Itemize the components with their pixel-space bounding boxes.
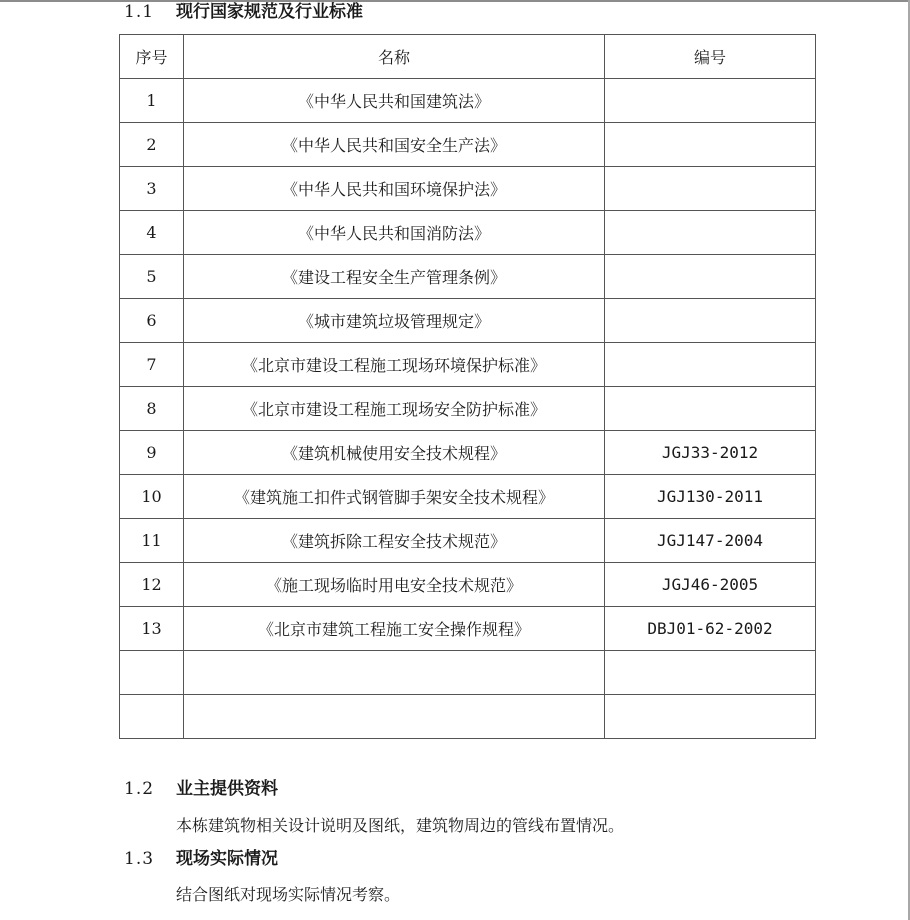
section-1-3-body: 结合图纸对现场实际情况考察。	[176, 885, 401, 904]
section-title: 现场实际情况	[176, 849, 278, 869]
cell-name: 《施工现场临时用电安全技术规范》	[184, 563, 605, 607]
cell-code	[605, 211, 816, 255]
cell-index: 5	[120, 255, 184, 299]
table-row	[120, 607, 816, 651]
cell-name: 《中华人民共和国环境保护法》	[184, 167, 605, 211]
table-row	[120, 431, 816, 475]
cell-code	[605, 651, 816, 695]
cell-index: 6	[120, 299, 184, 343]
table-row	[120, 563, 816, 607]
table-row	[120, 519, 816, 563]
cell-name: 《北京市建设工程施工现场环境保护标准》	[184, 343, 605, 387]
table-row	[120, 211, 816, 255]
cell-index: 7	[120, 343, 184, 387]
cell-name	[184, 695, 605, 739]
table-row	[120, 475, 816, 519]
standards-table	[119, 34, 816, 739]
cell-name: 《建筑机械使用安全技术规程》	[184, 431, 605, 475]
cell-name: 《中华人民共和国安全生产法》	[184, 123, 605, 167]
table-body	[120, 79, 816, 739]
header-name: 名称	[184, 35, 605, 79]
cell-index: 1	[120, 79, 184, 123]
table-row	[120, 167, 816, 211]
section-1-3-heading	[124, 848, 278, 870]
table-header-row	[120, 35, 816, 79]
header-index: 序号	[120, 35, 184, 79]
section-number: 1.3	[124, 849, 155, 869]
header-code: 编号	[605, 35, 816, 79]
cell-index: 13	[120, 607, 184, 651]
table-row	[120, 299, 816, 343]
section-1-2-heading	[124, 778, 278, 800]
cell-code	[605, 255, 816, 299]
table-row	[120, 387, 816, 431]
cell-code	[605, 123, 816, 167]
section-title: 业主提供资料	[176, 779, 278, 799]
section-1-2-body: 本栋建筑物相关设计说明及图纸，建筑物周边的管线布置情况。	[176, 816, 625, 835]
cell-code	[605, 343, 816, 387]
section-1-1-heading	[124, 1, 363, 23]
cell-index: 9	[120, 431, 184, 475]
cell-index: 12	[120, 563, 184, 607]
table-row	[120, 79, 816, 123]
cell-index	[120, 651, 184, 695]
cell-code	[605, 79, 816, 123]
section-title: 现行国家规范及行业标准	[176, 2, 363, 22]
cell-code	[605, 695, 816, 739]
section-number: 1.1	[124, 2, 155, 22]
cell-name: 《建筑施工扣件式钢管脚手架安全技术规程》	[184, 475, 605, 519]
cell-code: JGJ147-2004	[605, 519, 816, 563]
cell-index	[120, 695, 184, 739]
cell-index: 11	[120, 519, 184, 563]
cell-code	[605, 167, 816, 211]
cell-code	[605, 387, 816, 431]
table-row	[120, 123, 816, 167]
cell-name: 《建筑拆除工程安全技术规范》	[184, 519, 605, 563]
cell-name: 《城市建筑垃圾管理规定》	[184, 299, 605, 343]
cell-index: 10	[120, 475, 184, 519]
table-row	[120, 651, 816, 695]
cell-code: JGJ33-2012	[605, 431, 816, 475]
cell-index: 3	[120, 167, 184, 211]
section-number: 1.2	[124, 779, 155, 799]
cell-code	[605, 299, 816, 343]
cell-index: 8	[120, 387, 184, 431]
cell-name: 《北京市建筑工程施工安全操作规程》	[184, 607, 605, 651]
cell-name: 《北京市建设工程施工现场安全防护标准》	[184, 387, 605, 431]
table-row	[120, 255, 816, 299]
cell-name: 《中华人民共和国建筑法》	[184, 79, 605, 123]
cell-name: 《建设工程安全生产管理条例》	[184, 255, 605, 299]
cell-code: DBJ01-62-2002	[605, 607, 816, 651]
cell-code: JGJ46-2005	[605, 563, 816, 607]
table-row	[120, 343, 816, 387]
table-row	[120, 695, 816, 739]
cell-name: 《中华人民共和国消防法》	[184, 211, 605, 255]
cell-index: 2	[120, 123, 184, 167]
cell-name	[184, 651, 605, 695]
cell-index: 4	[120, 211, 184, 255]
cell-code: JGJ130-2011	[605, 475, 816, 519]
